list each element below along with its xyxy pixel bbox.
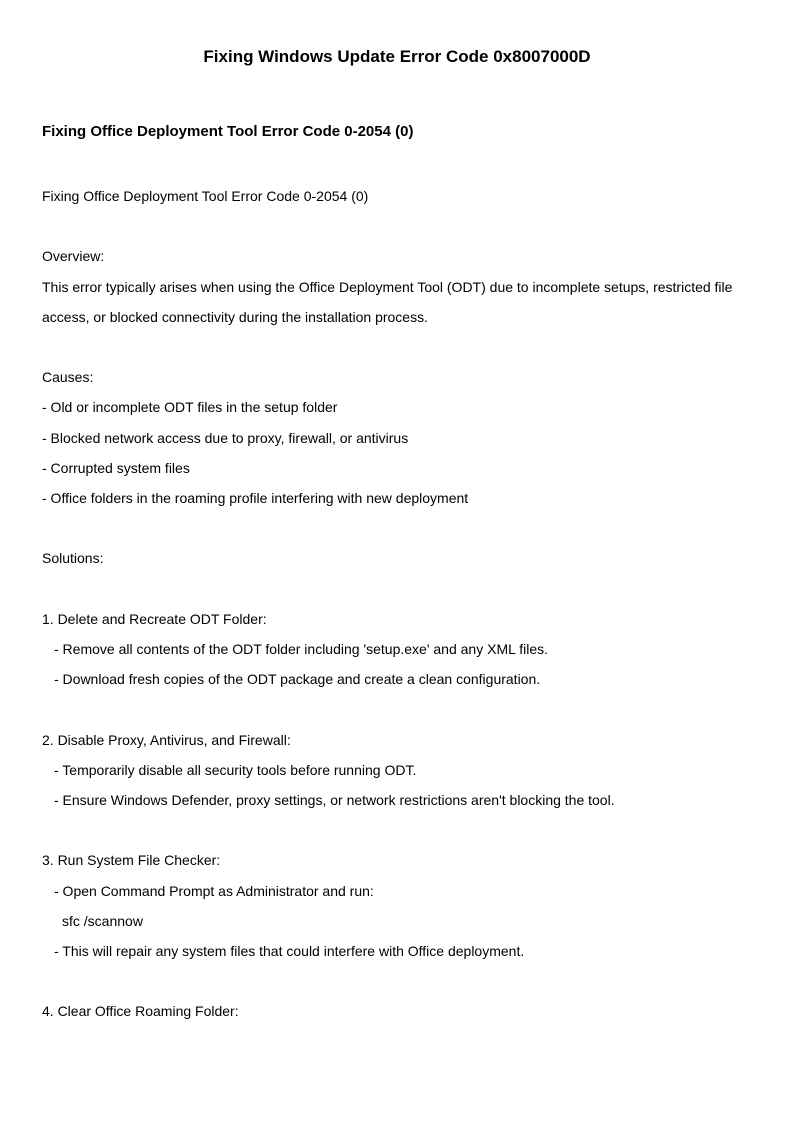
blank-line — [42, 966, 757, 996]
command-text: sfc /scannow — [62, 912, 143, 929]
document-body — [42, 181, 757, 1027]
document-title: Fixing Windows Update Error Code 0x8007000D — [203, 47, 591, 66]
blank-line — [42, 694, 757, 724]
solution-bullet: - Remove all contents of the ODT folder including 'setup.exe' and any XML files. — [54, 640, 549, 657]
blank-line — [42, 513, 757, 543]
causes-label: Causes: — [42, 369, 94, 386]
solution-step-title: 2. Disable Proxy, Antivirus, and Firewall: — [42, 731, 291, 748]
solution-bullet: - Download fresh copies of the ODT package and create a clean configuration. — [54, 671, 541, 688]
solutions-label: Solutions: — [42, 550, 104, 567]
solution-bullet: - Open Command Prompt as Administrator and run: — [54, 882, 374, 899]
solution-bullet: - Temporarily disable all security tools before running ODT. — [54, 761, 417, 778]
cause-item: - Corrupted system files — [42, 459, 190, 476]
section-heading: Fixing Office Deployment Tool Error Code 0-2054 (0) — [42, 123, 414, 140]
blank-line — [42, 574, 757, 604]
blank-line — [42, 332, 757, 362]
cause-item: - Old or incomplete ODT files in the setup folder — [42, 399, 338, 416]
cause-item: - Office folders in the roaming profile interfering with new deployment — [42, 490, 469, 506]
solution-step-title: 1. Delete and Recreate ODT Folder: — [42, 610, 267, 627]
blank-line — [42, 211, 757, 241]
solution-bullet: - This will repair any system files that could interfere with Office deployment. — [54, 942, 525, 959]
solution-step-title: 4. Clear Office Roaming Folder: — [42, 1003, 239, 1020]
blank-line — [42, 815, 757, 845]
cause-item: - Blocked network access due to proxy, firewall, or antivirus — [42, 429, 409, 446]
solution-step-title: 3. Run System File Checker: — [42, 852, 221, 869]
solution-bullet: - Ensure Windows Defender, proxy settings, or network restrictions aren't blocking the tool. — [54, 791, 615, 808]
overview-text: This error typically arises when using the Office Deployment Tool (ODT) due to incomplete setups, restricted file access, or blocked connectivity during the installation process. — [42, 278, 733, 325]
intro-text: Fixing Office Deployment Tool Error Code 0-2054 (0) — [42, 188, 369, 204]
overview-label: Overview: — [42, 248, 105, 265]
